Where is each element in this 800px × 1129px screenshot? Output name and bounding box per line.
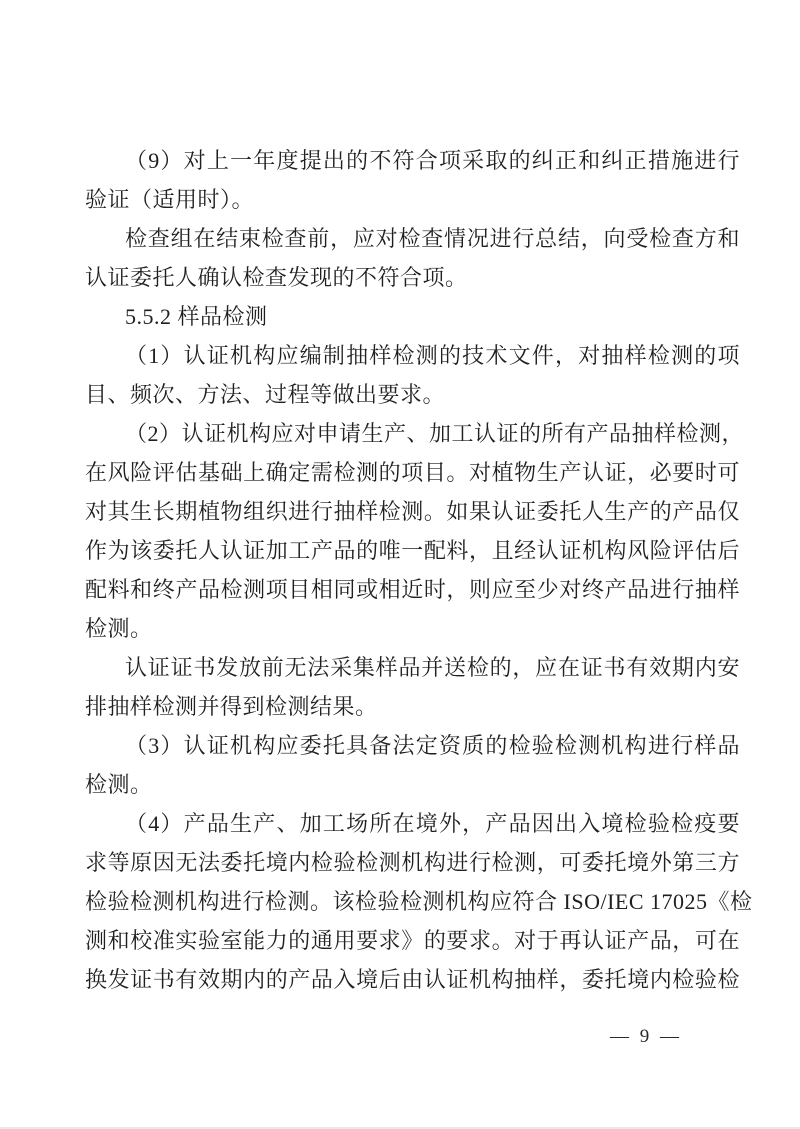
text-line: 验证（适用时）。 <box>85 187 255 212</box>
text-line: 检测。 <box>85 772 153 797</box>
body-text <box>85 141 753 999</box>
text-line: 对其生长期植物组织进行抽样检测。如果认证委托人生产的产品仅 <box>85 499 740 524</box>
text-line: 检测。 <box>85 616 153 641</box>
text-line: 认证证书发放前无法采集样品并送检的，应在证书有效期内安 <box>125 655 740 680</box>
page-number: — 9 — <box>610 1026 682 1047</box>
text-line: 求等原因无法委托境内检验检测机构进行检测，可委托境外第三方 <box>85 850 740 875</box>
text-line: （1）认证机构应编制抽样检测的技术文件，对抽样检测的项 <box>125 343 740 368</box>
text-line: 检验检测机构进行检测。该检验检测机构应符合 ISO/IEC 17025《检 <box>85 889 753 914</box>
text-line: （3）认证机构应委托具备法定资质的检验检测机构进行样品 <box>125 733 740 758</box>
text-line: 在风险评估基础上确定需检测的项目。对植物生产认证，必要时可 <box>85 460 740 485</box>
text-line: 配料和终产品检测项目相同或相近时，则应至少对终产品进行抽样 <box>85 577 740 602</box>
text-line: （2）认证机构应对申请生产、加工认证的所有产品抽样检测， <box>125 421 745 446</box>
section-heading: 5.5.2 样品检测 <box>125 304 268 329</box>
text-line: （4）产品生产、加工场所在境外，产品因出入境检验检疫要 <box>125 811 740 836</box>
text-line: 测和校准实验室能力的通用要求》的要求。对于再认证产品，可在 <box>85 928 740 953</box>
text-line: （9）对上一年度提出的不符合项采取的纠正和纠正措施进行 <box>125 148 740 173</box>
text-line: 检查组在结束检查前，应对检查情况进行总结，向受检查方和 <box>125 226 740 251</box>
text-line: 目、频次、方法、过程等做出要求。 <box>85 382 446 407</box>
text-line: 换发证书有效期内的产品入境后由认证机构抽样，委托境内检验检 <box>85 967 740 992</box>
text-line: 排抽样检测并得到检测结果。 <box>85 694 378 719</box>
text-line: 作为该委托人认证加工产品的唯一配料，且经认证机构风险评估后 <box>85 538 740 563</box>
text-line: 认证委托人确认检查发现的不符合项。 <box>85 265 468 290</box>
